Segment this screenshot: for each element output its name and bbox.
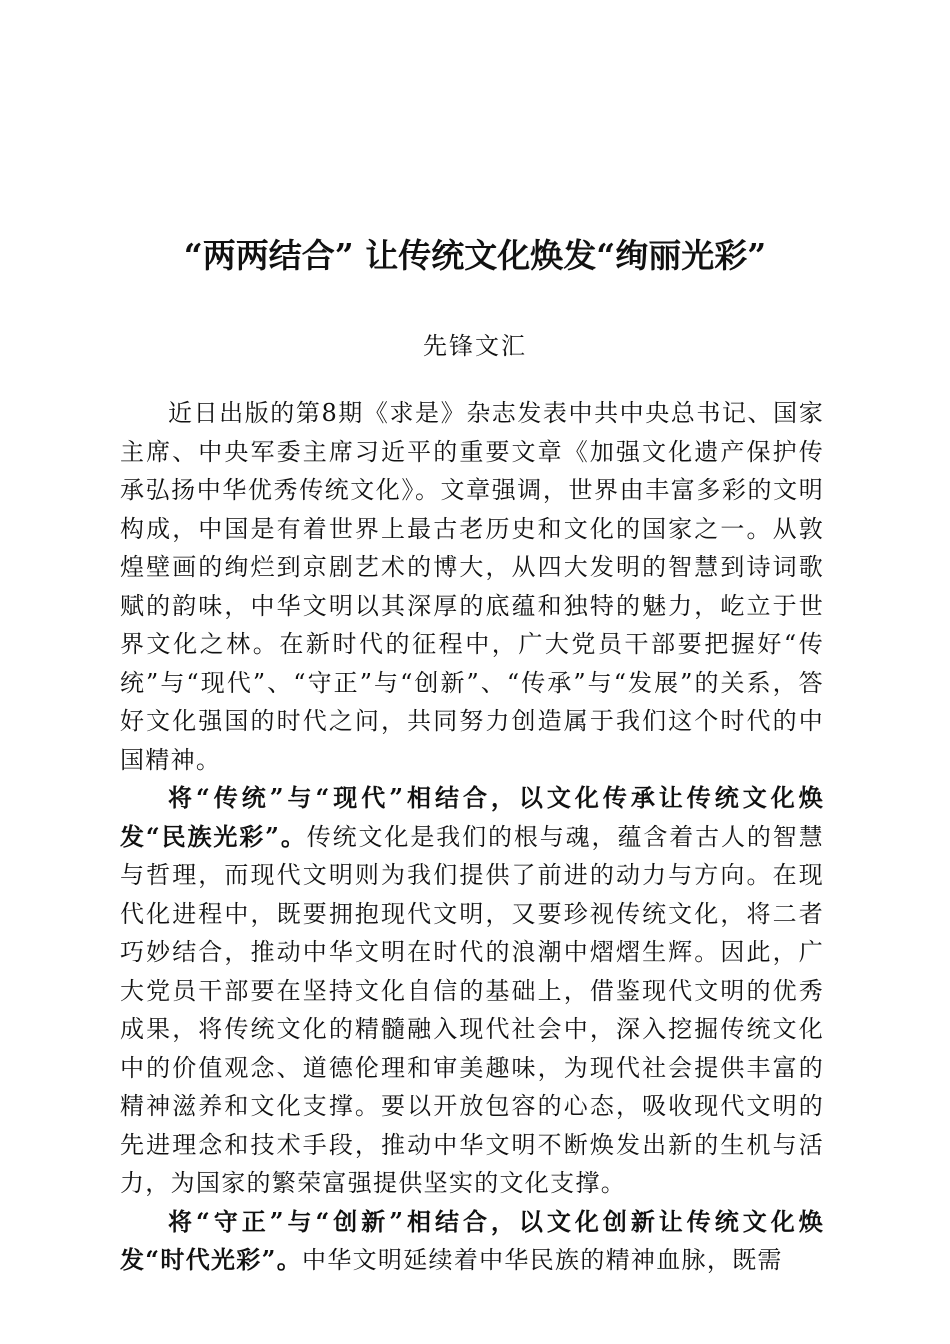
paragraph-tradition-modern-text: 传统文化是我们的根与魂，蕴含着古人的智慧与哲理，而现代文明则为我们提供了前进的动力与方向。在现代化进程中，既要拥抱现代文明，又要珍视传统文化，将二者巧妙结合，推动中华文明在时代的浪潮中熠熠生辉。因此，广大党员干部要在坚持文化自信的基础上，借鉴现代文明的优秀成果，将传统文化的精髓融入现代社会中，深入挖掘传统文化中的价值观念、道德伦理和审美趣味，为现代社会提供丰富的精神滋养和文化支撑。要以开放包容的心态，吸收现代文明的先进理念和技术手段，推动中华文明不断焕发出新的生机与活力，为国家的繁荣富强提供坚实的文化支撑。 [120,822,824,1197]
document-author: 先锋文汇 [423,332,527,360]
paragraph-uphold-innovate [120,1203,824,1280]
paragraph-intro [120,394,824,779]
paragraph-uphold-innovate-lead: 将“守正”与“创新”相结合，以文化创新让传统文化焕发“时代光彩”。 [120,1206,824,1274]
document-body [120,394,824,1280]
paragraph-tradition-modern-lead: 将“传统”与“现代”相结合，以文化传承让传统文化焕发“民族光彩”。 [120,783,824,851]
document-title: “两两结合” 让传统文化焕发“绚丽光彩” [183,236,767,275]
paragraph-uphold-innovate-text: 中华文明延续着中华民族的精神血脉，既需 [302,1246,783,1274]
paragraph-tradition-modern [120,779,824,1203]
paragraph-intro-text: 近日出版的第8期《求是》杂志发表中共中央总书记、国家主席、中央军委主席习近平的重要文章《加强文化遗产保护传承弘扬中华优秀传统文化》。文章强调，世界由丰富多彩的文明构成，中国是有着世界上最古老历史和文化的国家之一。从敦煌壁画的绚烂到京剧艺术的博大，从四大发明的智慧到诗词歌赋的韵味，中华文明以其深厚的底蕴和独特的魅力，屹立于世界文化之林。在新时代的征程中，广大党员干部要把握好“传统”与“现代”、“守正”与“创新”、“传承”与“发展”的关系，答好文化强国的时代之问，共同努力创造属于我们这个时代的中国精神。 [120,399,824,774]
